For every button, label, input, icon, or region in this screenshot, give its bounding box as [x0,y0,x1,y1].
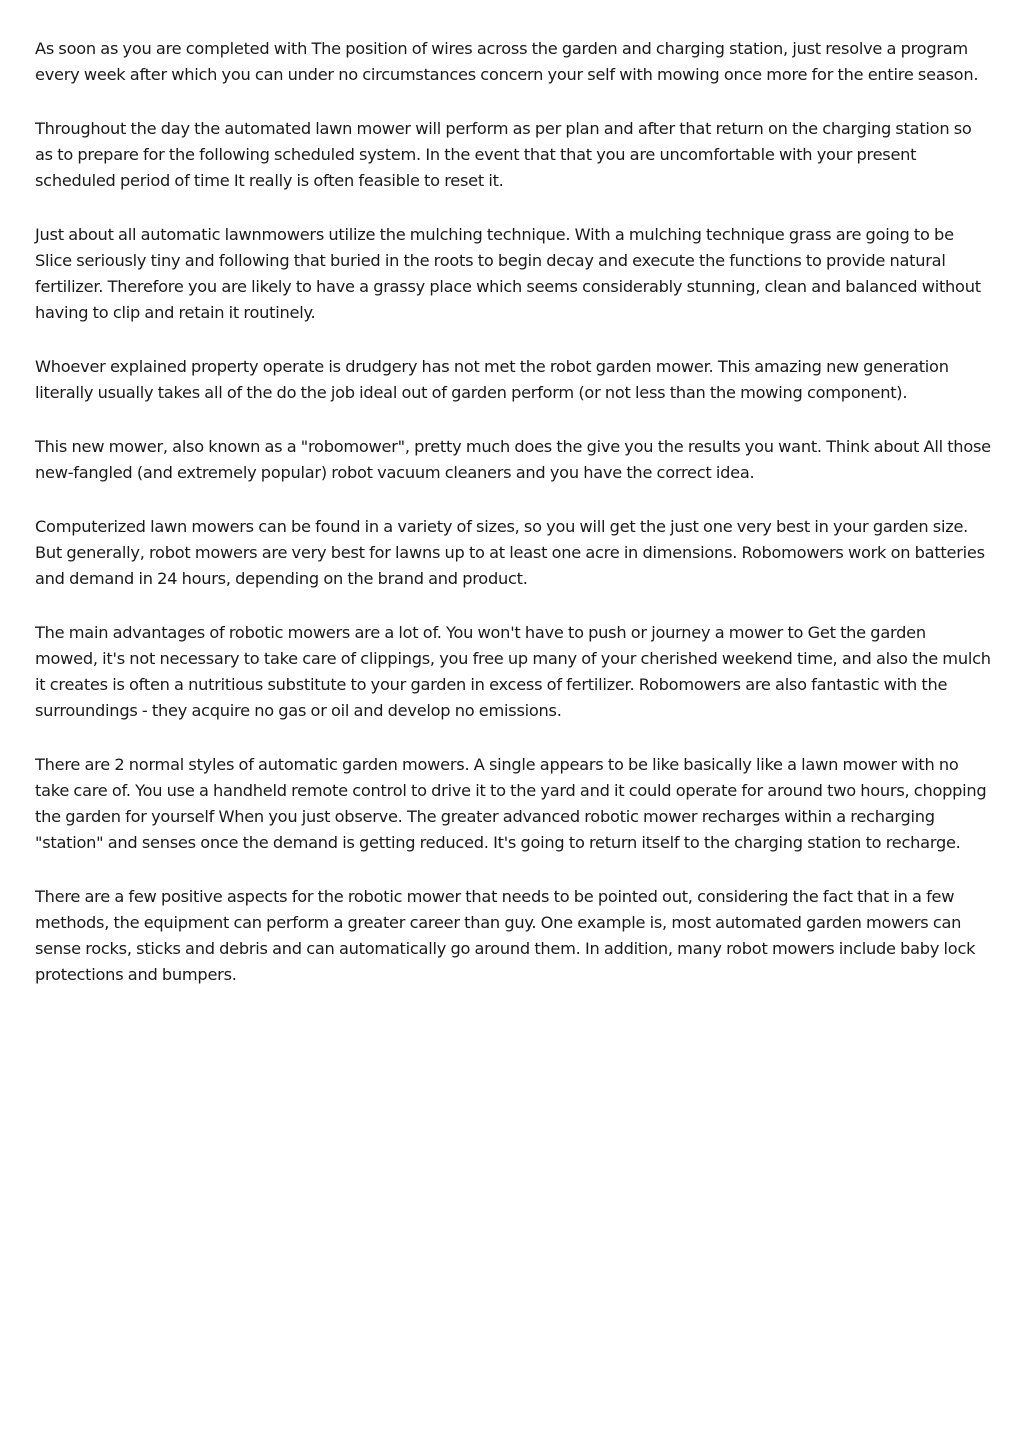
paragraph: Throughout the day the automated lawn mower will perform as per plan and after that return on the charging station so as to prepare for the following scheduled system. In the event that that you are uncomfortable with your present scheduled period of time It really is often feasible to reset it. [35,119,972,190]
paragraph: There are 2 normal styles of automatic garden mowers. A single appears to be like basically like a lawn mower with no take care of. You use a handheld remote control to drive it to the yard and it could operate for around two hours, chopping the garden for yourself When you just observe. The greater advanced robotic mower recharges within a recharging "station" and senses once the demand is getting reduced. It's going to return itself to the charging station to recharge. [35,755,987,852]
paragraph: Whoever explained property operate is drudgery has not met the robot garden mower. This amazing new generation literally usually takes all of the do the job ideal out of garden perform (or not less than the mowing component). [35,357,949,402]
paragraph: Just about all automatic lawnmowers utilize the mulching technique. With a mulching technique grass are going to be Slice seriously tiny and following that buried in the roots to begin decay and execute the functions to provide natural fertilizer. Therefore you are likely to have a grassy place which seems considerably stunning, clean and balanced without having to clip and retain it routinely. [35,225,981,322]
document-body [35,36,993,1016]
paragraph: There are a few positive aspects for the robotic mower that needs to be pointed out, considering the fact that in a few methods, the equipment can perform a greater career than guy. One example is, most automated garden mowers can sense rocks, sticks and debris and can automatically go around them. In addition, many robot mowers include baby lock protections and bumpers. [35,887,976,984]
paragraph: The main advantages of robotic mowers are a lot of. You won't have to push or journey a mower to Get the garden mowed, it's not necessary to take care of clippings, you free up many of your cherished weekend time, and also the mulch it creates is often a nutritious substitute to your garden in excess of fertilizer. Robomowers are also fantastic with the surroundings - they acquire no gas or oil and develop no emissions. [35,623,991,720]
paragraph: As soon as you are completed with The position of wires across the garden and charging station, just resolve a program every week after which you can under no circumstances concern your self with mowing once more for the entire season. [35,39,979,84]
paragraph: Computerized lawn mowers can be found in a variety of sizes, so you will get the just one very best in your garden size. But generally, robot mowers are very best for lawns up to at least one acre in dimensions. Robomowers work on batteries and demand in 24 hours, depending on the brand and product. [35,517,985,588]
paragraph: This new mower, also known as a "robomower", pretty much does the give you the results you want. Think about All those new-fangled (and extremely popular) robot vacuum cleaners and you have the correct idea. [35,437,991,482]
